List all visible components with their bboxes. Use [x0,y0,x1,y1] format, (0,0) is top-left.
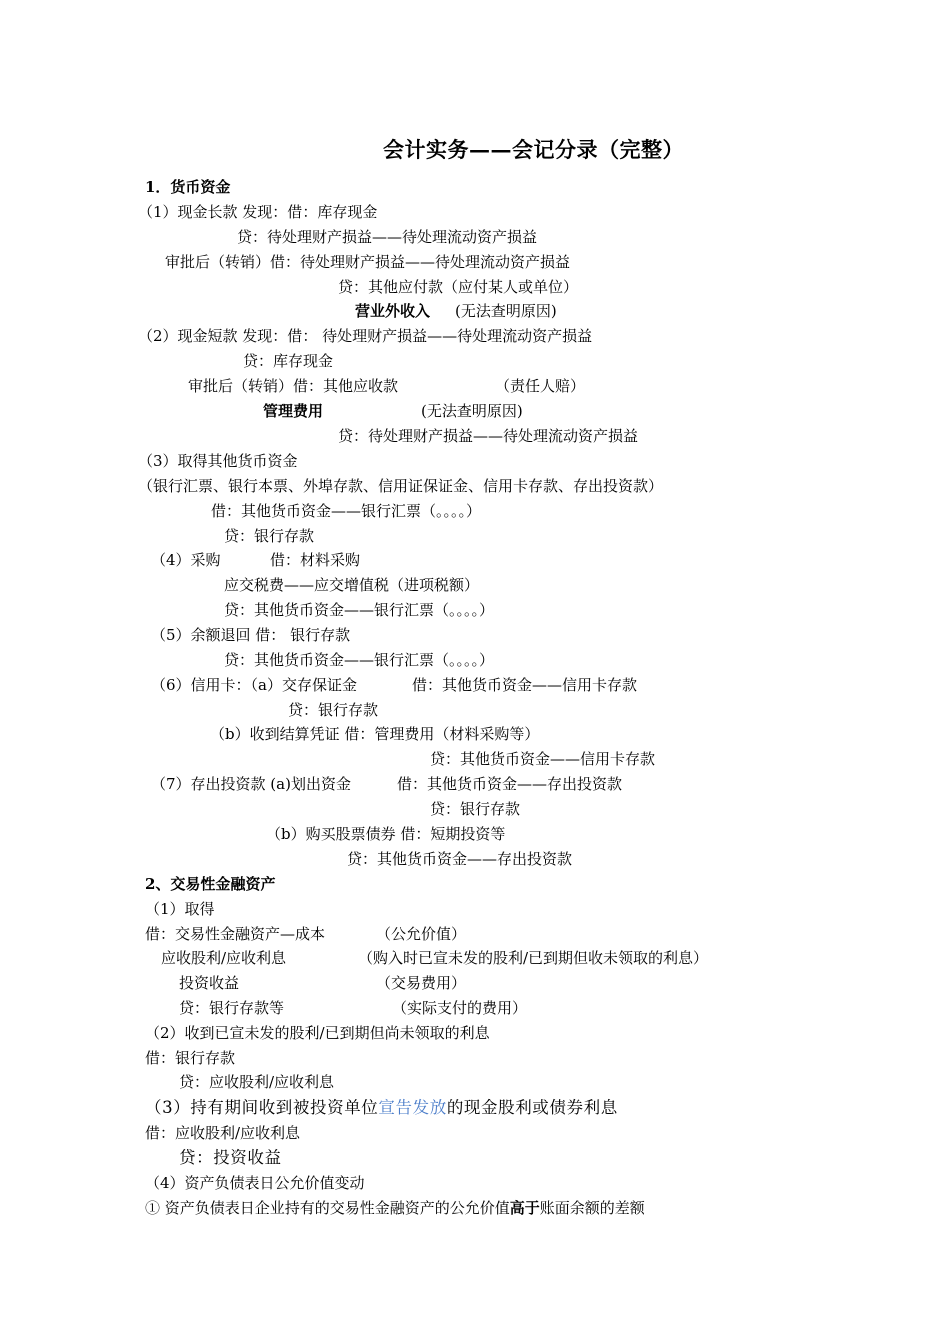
entry-line: （4）采购 [151,551,221,569]
entry-line: （6）信用卡：（a）交存保证金 [151,676,357,694]
entry-line [145,1098,618,1118]
entry-line: 应交税费——应交增值税（进项税额） [224,576,480,594]
entry-line: 贷：投资收益 [179,1148,282,1167]
entry-line: （银行汇票、银行本票、外埠存款、信用证保证金、信用卡存款、存出投资款） [138,477,664,495]
entry-line: （1）取得 [145,900,215,918]
entry-text: （3）持有期间收到被投资单位 [145,1098,379,1117]
entry-line: 审批后（转销）借：待处理财产损益——待处理流动资产损益 [165,253,571,271]
entry-note: （交易费用） [376,974,467,992]
section-heading-trading-assets: 2、交易性金融资产 [145,875,276,893]
entry-note: （责任人赔） [495,377,586,395]
entry-line: 借：其他货币资金——银行汇票（。。。。） [211,502,482,520]
emphasized-term: 高于 [509,1199,540,1217]
entry-line [145,1198,645,1218]
entry-line: （2）收到已宣未发的股利/已到期但尚未领取的利息 [145,1024,490,1042]
document-title: 会计实务——会记分录（完整） [383,137,684,162]
entry-line: 贷：其他货币资金——银行汇票（。。。。） [224,651,495,669]
entry-line: 贷：其他货币资金——银行汇票（。。。。） [224,601,495,619]
entry-line: 贷：其他货币资金——存出投资款 [347,850,573,868]
entry-line: （5）余额退回 借： 银行存款 [151,626,351,644]
entry-line: 借：交易性金融资产—成本 [145,925,326,943]
entry-line: 营业外收入 [355,302,431,320]
entry-text: 的现金股利或债券利息 [446,1098,618,1117]
entry-line: 借：其他货币资金——信用卡存款 [412,676,638,694]
entry-line: 贷：其他应付款（应付某人或单位） [338,278,579,296]
entry-line: 贷：银行存款 [430,800,521,818]
entry-note: (无法查明原因) [421,402,523,420]
entry-line: （7）存出投资款 (a)划出资金 [151,775,351,793]
entry-line: 贷：其他货币资金——信用卡存款 [430,750,656,768]
entry-note: （实际支付的费用） [392,999,528,1017]
entry-note: （公允价值） [376,925,467,943]
entry-line: 贷：银行存款 [224,527,315,545]
entry-text: ① 资产负债表日企业持有的交易性金融资产的公允价值 [145,1199,510,1217]
entry-line: 贷：银行存款等 [179,999,285,1017]
highlighted-term: 宣告发放 [378,1098,447,1117]
entry-line: 贷：待处理财产损益——待处理流动资产损益 [237,228,538,246]
entry-text: 账面余额的差额 [539,1199,645,1217]
entry-line: 管理费用 [263,402,324,420]
entry-line: 审批后（转销）借：其他应收款 [188,377,399,395]
entry-note: (无法查明原因) [455,302,557,320]
entry-line: （b）购买股票债券 借：短期投资等 [266,825,506,843]
entry-line: 贷：银行存款 [288,701,379,719]
entry-line: （4）资产负债表日公允价值变动 [145,1174,365,1192]
entry-line: 投资收益 [179,974,240,992]
entry-line: 应收股利/应收利息 [161,949,287,967]
entry-line: （2）现金短款 发现：借： 待处理财产损益——待处理流动资产损益 [138,327,593,345]
entry-line: （b）收到结算凭证 借：管理费用（材料采购等） [210,725,540,743]
entry-line: （3）取得其他货币资金 [138,452,298,470]
entry-line: 贷：应收股利/应收利息 [179,1073,335,1091]
entry-line: 借：银行存款 [145,1049,236,1067]
entry-line: 贷：待处理财产损益——待处理流动资产损益 [338,427,639,445]
entry-line: 借：应收股利/应收利息 [145,1124,301,1142]
entry-line: （1）现金长款 发现：借：库存现金 [138,203,378,221]
entry-note: （购入时已宣未发的股利/已到期但收未领取的利息） [358,949,709,967]
entry-line: 借：其他货币资金——存出投资款 [397,775,623,793]
entry-line: 贷：库存现金 [243,352,334,370]
entry-line: 借：材料采购 [270,551,361,569]
section-heading-cash: 1．货币资金 [145,178,231,196]
